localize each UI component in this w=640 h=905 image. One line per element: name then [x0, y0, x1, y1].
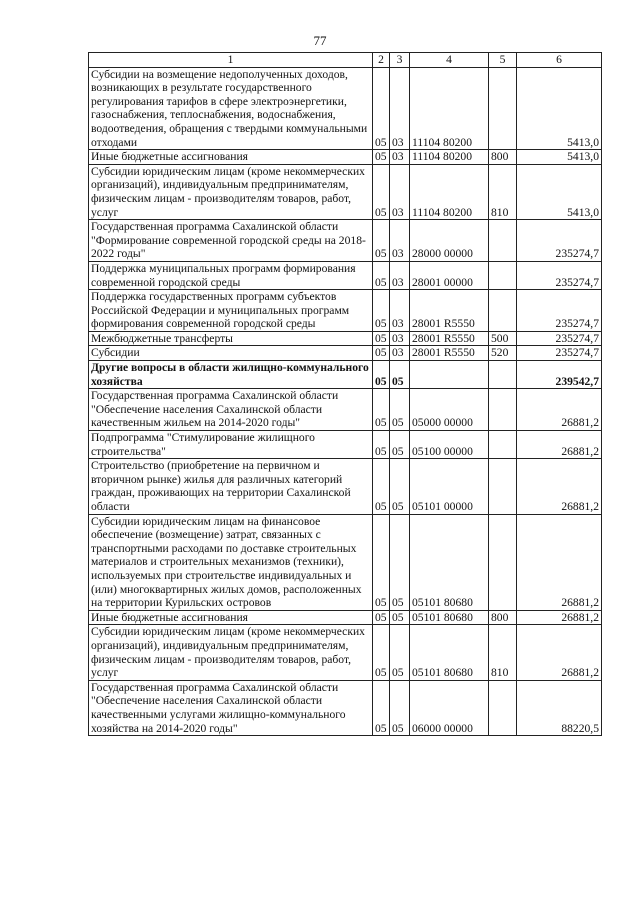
column-header: 2	[373, 53, 390, 68]
row-name-cell: Субсидии на возмещение недополученных доходов, возникающих в результате государственного регулирования тарифов в сфере электроэнергетики, газоснабжения, теплоснабжения, водоснабжения, водоотведения, обращения с твердыми коммунальными отходами	[89, 67, 373, 150]
row-target-article-cell: 28000 00000	[410, 220, 489, 262]
row-amount-cell: 26881,2	[517, 431, 602, 459]
table-row	[89, 361, 602, 389]
row-section-cell: 05	[373, 625, 390, 680]
row-name-cell: Субсидии	[89, 346, 373, 361]
row-name-cell: Субсидии юридическим лицам (кроме некоммерческих организаций), индивидуальным предпринимателям, физическим лицам - производителям товаров, работ, услуг	[89, 164, 373, 219]
row-name-cell: Субсидии юридическим лицам (кроме некоммерческих организаций), индивидуальным предпринимателям, физическим лицам - производителям товаров, работ, услуг	[89, 625, 373, 680]
row-name-cell: Государственная программа Сахалинской области "Формирование современной городской среды на 2018-2022 годы"	[89, 220, 373, 262]
row-section-cell: 05	[373, 514, 390, 610]
row-target-article-cell: 28001 R5550	[410, 290, 489, 332]
row-expense-type-cell	[489, 431, 517, 459]
row-subsection-cell: 05	[390, 625, 410, 680]
table-body	[89, 67, 602, 736]
row-name-cell: Иные бюджетные ассигнования	[89, 610, 373, 625]
row-target-article-cell: 05100 00000	[410, 431, 489, 459]
row-expense-type-cell: 810	[489, 164, 517, 219]
row-section-cell: 05	[373, 361, 390, 389]
row-name-cell: Поддержка государственных программ субъектов Российской Федерации и муниципальных программ формирования современной городской среды	[89, 290, 373, 332]
table-row	[89, 164, 602, 219]
row-amount-cell: 26881,2	[517, 610, 602, 625]
row-target-article-cell: 28001 R5550	[410, 346, 489, 361]
row-target-article-cell: 05101 00000	[410, 459, 489, 514]
row-subsection-cell: 03	[390, 220, 410, 262]
row-name-cell: Строительство (приобретение на первичном и вторичном рынке) жилья для различных категорий граждан, проживающих на территории Сахалинской области	[89, 459, 373, 514]
row-subsection-cell: 05	[390, 431, 410, 459]
row-amount-cell: 235274,7	[517, 331, 602, 346]
row-target-article-cell: 06000 00000	[410, 680, 489, 735]
row-amount-cell: 88220,5	[517, 680, 602, 735]
row-target-article-cell: 05101 80680	[410, 610, 489, 625]
row-expense-type-cell	[489, 680, 517, 735]
row-amount-cell: 26881,2	[517, 514, 602, 610]
table-row	[89, 680, 602, 735]
row-name-cell: Государственная программа Сахалинской области "Обеспечение населения Сахалинской области качественными услугами жилищно-коммунального хозяйства на 2014-2020 годы"	[89, 680, 373, 735]
table-header-row	[89, 53, 602, 68]
row-section-cell: 05	[373, 164, 390, 219]
row-expense-type-cell: 800	[489, 150, 517, 165]
row-name-cell: Подпрограмма "Стимулирование жилищного строительства"	[89, 431, 373, 459]
row-amount-cell: 235274,7	[517, 346, 602, 361]
row-target-article-cell: 11104 80200	[410, 67, 489, 150]
row-section-cell: 05	[373, 459, 390, 514]
row-expense-type-cell	[489, 220, 517, 262]
table-row	[89, 431, 602, 459]
row-amount-cell: 235274,7	[517, 290, 602, 332]
table-row	[89, 220, 602, 262]
row-section-cell: 05	[373, 389, 390, 431]
row-expense-type-cell: 520	[489, 346, 517, 361]
row-subsection-cell: 05	[390, 459, 410, 514]
row-section-cell: 05	[373, 331, 390, 346]
row-target-article-cell: 05101 80680	[410, 625, 489, 680]
row-name-cell: Государственная программа Сахалинской области "Обеспечение населения Сахалинской области качественным жильем на 2014-2020 годы"	[89, 389, 373, 431]
row-section-cell: 05	[373, 346, 390, 361]
row-expense-type-cell: 810	[489, 625, 517, 680]
row-target-article-cell: 28001 R5550	[410, 331, 489, 346]
row-name-cell: Межбюджетные трансферты	[89, 331, 373, 346]
row-amount-cell: 26881,2	[517, 625, 602, 680]
row-subsection-cell: 05	[390, 389, 410, 431]
row-target-article-cell: 05101 80680	[410, 514, 489, 610]
row-target-article-cell: 05000 00000	[410, 389, 489, 431]
row-subsection-cell: 03	[390, 164, 410, 219]
column-header: 4	[410, 53, 489, 68]
table-row	[89, 514, 602, 610]
table-row	[89, 261, 602, 289]
row-expense-type-cell	[489, 361, 517, 389]
row-section-cell: 05	[373, 150, 390, 165]
row-section-cell: 05	[373, 680, 390, 735]
row-subsection-cell: 05	[390, 610, 410, 625]
row-target-article-cell: 11104 80200	[410, 150, 489, 165]
table-row	[89, 459, 602, 514]
row-expense-type-cell	[489, 67, 517, 150]
row-name-cell: Другие вопросы в области жилищно-коммунального хозяйства	[89, 361, 373, 389]
table-row	[89, 346, 602, 361]
table-row	[89, 625, 602, 680]
row-expense-type-cell	[489, 514, 517, 610]
row-target-article-cell: 28001 00000	[410, 261, 489, 289]
row-section-cell: 05	[373, 261, 390, 289]
row-subsection-cell: 03	[390, 290, 410, 332]
table-row	[89, 610, 602, 625]
row-subsection-cell: 03	[390, 346, 410, 361]
row-amount-cell: 235274,7	[517, 220, 602, 262]
column-header: 3	[390, 53, 410, 68]
row-expense-type-cell	[489, 459, 517, 514]
row-target-article-cell	[410, 361, 489, 389]
row-expense-type-cell: 500	[489, 331, 517, 346]
row-expense-type-cell	[489, 389, 517, 431]
row-expense-type-cell	[489, 261, 517, 289]
row-subsection-cell: 03	[390, 261, 410, 289]
row-subsection-cell: 05	[390, 514, 410, 610]
row-amount-cell: 235274,7	[517, 261, 602, 289]
row-amount-cell: 5413,0	[517, 164, 602, 219]
row-subsection-cell: 03	[390, 150, 410, 165]
table-row	[89, 290, 602, 332]
row-name-cell: Субсидии юридическим лицам на финансовое обеспечение (возмещение) затрат, связанных с транспортными расходами по доставке строительных материалов и строительных механизмов (техники), используемых при строительстве индивидуальных и (или) многоквартирных жилых домов, расположенных на территории Курильских островов	[89, 514, 373, 610]
row-section-cell: 05	[373, 290, 390, 332]
row-amount-cell: 5413,0	[517, 150, 602, 165]
table-row	[89, 389, 602, 431]
row-section-cell: 05	[373, 610, 390, 625]
column-header: 1	[89, 53, 373, 68]
row-name-cell: Иные бюджетные ассигнования	[89, 150, 373, 165]
row-subsection-cell: 03	[390, 67, 410, 150]
row-subsection-cell: 03	[390, 331, 410, 346]
table-row	[89, 150, 602, 165]
table-row	[89, 331, 602, 346]
row-amount-cell: 26881,2	[517, 389, 602, 431]
row-section-cell: 05	[373, 431, 390, 459]
page-number: 77	[313, 33, 327, 48]
row-amount-cell: 26881,2	[517, 459, 602, 514]
row-expense-type-cell: 800	[489, 610, 517, 625]
budget-table	[88, 52, 602, 736]
row-amount-cell: 5413,0	[517, 67, 602, 150]
row-name-cell: Поддержка муниципальных программ формирования современной городской среды	[89, 261, 373, 289]
row-expense-type-cell	[489, 290, 517, 332]
column-header: 6	[517, 53, 602, 68]
table-row	[89, 67, 602, 150]
row-section-cell: 05	[373, 220, 390, 262]
row-section-cell: 05	[373, 67, 390, 150]
column-header: 5	[489, 53, 517, 68]
row-subsection-cell: 05	[390, 361, 410, 389]
row-amount-cell: 239542,7	[517, 361, 602, 389]
row-subsection-cell: 05	[390, 680, 410, 735]
row-target-article-cell: 11104 80200	[410, 164, 489, 219]
